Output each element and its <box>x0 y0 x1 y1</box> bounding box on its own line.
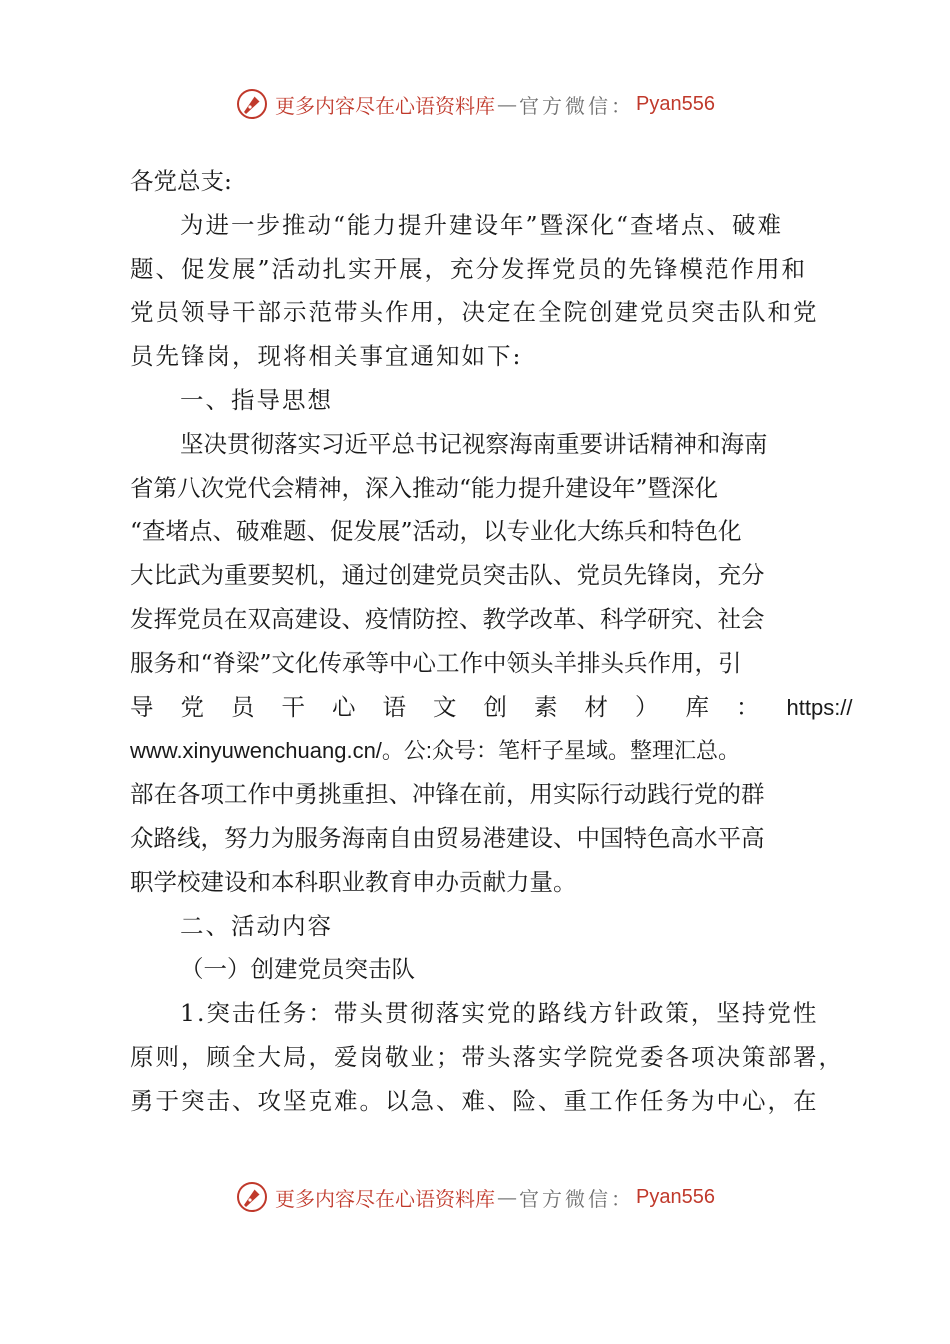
watermark-wechat-id: Pyan556 <box>636 1185 715 1208</box>
url-line: www.xinyuwenchuang.cn/。公:众号：笔杆子星域。整理汇总。 <box>130 738 741 764</box>
watermark-banner-top <box>0 84 950 124</box>
paragraph-line-url <box>130 729 830 773</box>
paragraph-line: 职学校建设和本科职业教育申办贡献力量。 <box>130 867 577 896</box>
watermark-gray-text: 官方微信： <box>519 93 635 118</box>
watermark-dash: — <box>497 1185 518 1209</box>
watermark-gray-text: 官方微信： <box>519 1186 635 1211</box>
paragraph-line: 众路线，努力为服务海南自由贸易港建设、中国特色高水平高 <box>130 823 765 852</box>
paragraph-line: 勇于突击、攻坚克难。以急、难、险、重工作任务为中心，在 <box>130 1086 819 1115</box>
subsection-heading: （一）创建党员突击队 <box>180 955 415 984</box>
paragraph-line: 为进一步推动“能力提升建设年”暨深化“查堵点、破难 <box>180 210 784 239</box>
paragraph-line: 坚决贯彻落实习近平总书记视察海南重要讲话精神和海南 <box>180 429 768 458</box>
pen-nib-logo-icon <box>235 87 269 121</box>
watermark-red-text: 更多内容尽在心语资料库 <box>275 1186 496 1211</box>
paragraph-line: 省第八次党代会精神，深入推动“能力提升建设年”暨深化 <box>130 473 719 502</box>
document-body <box>130 160 853 1124</box>
paragraph-line: 部在各项工作中勇挑重担、冲锋在前，用实际行动践行党的群 <box>130 780 765 809</box>
watermark-dash: — <box>497 92 518 116</box>
salutation: 各党总支: <box>130 167 232 195</box>
watermark-wechat-id: Pyan556 <box>636 92 715 115</box>
paragraph-line: 发挥党员在双高建设、疫情防控、教学改革、科学研究、社会 <box>130 604 765 633</box>
paragraph-line: 员先锋岗，现将相关事宜通知如下: <box>130 342 523 371</box>
watermark-banner-bottom <box>0 1177 950 1217</box>
section-heading: 一、指导思想 <box>180 385 333 414</box>
paragraph-line-url-start <box>130 686 853 730</box>
paragraph-line: 服务和“脊梁”文化传承等中心工作中领头羊排头兵作用，引 <box>130 648 742 677</box>
pen-nib-logo-icon <box>235 1180 269 1214</box>
paragraph-line: 大比武为重要契机，通过创建党员突击队、党员先锋岗，充分 <box>130 561 765 590</box>
paragraph-line: “查堵点、破难题、促发展”活动，以专业化大练兵和特色化 <box>130 517 742 546</box>
watermark-red-text: 更多内容尽在心语资料库 <box>275 93 496 118</box>
paragraph-line: 1.突击任务：带头贯彻落实党的路线方针政策，坚持党性 <box>180 999 819 1028</box>
paragraph-line: 党员领导干部示范带头作用，决定在全院创建党员突击队和党 <box>130 298 819 327</box>
paragraph-line: 题、促发展”活动扎实开展，充分发挥党员的先锋模范作用和 <box>130 254 808 283</box>
section-heading: 二、活动内容 <box>180 911 333 940</box>
url-prefix: https:// <box>786 694 853 720</box>
spaced-text: 导党员干心语文创素材）库： <box>130 692 787 721</box>
paragraph-line: 原则，顾全大局，爱岗敬业；带头落实学院党委各项决策部署， <box>130 1042 844 1071</box>
